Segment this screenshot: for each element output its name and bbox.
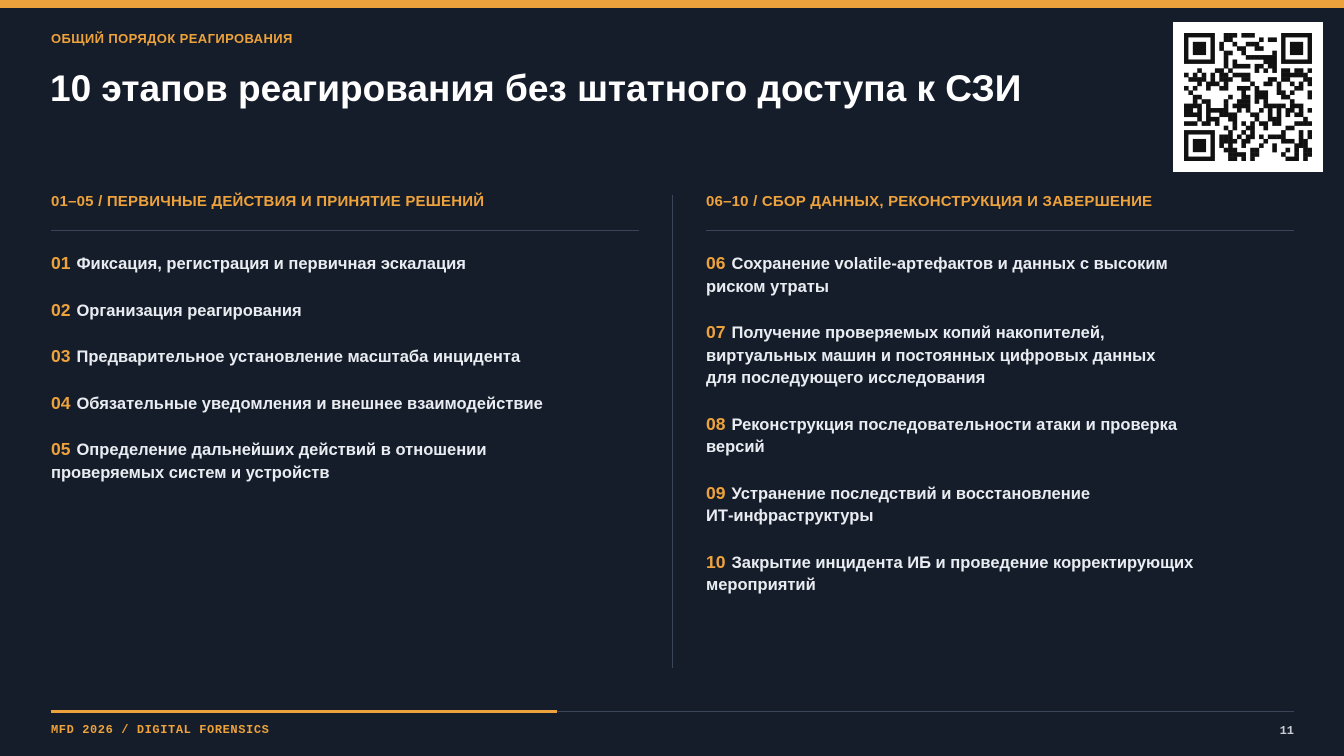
- step-text: Реконструкция последовательности атаки и проверка версий: [706, 415, 1178, 456]
- step-number: 08: [706, 413, 726, 434]
- footer-label: MFD 2026 / DIGITAL FORENSICS: [51, 723, 270, 737]
- step-item: [51, 299, 639, 323]
- step-item: [51, 438, 639, 484]
- left-column-heading: 01–05 / ПЕРВИЧНЫЕ ДЕЙСТВИЯ И ПРИНЯТИЕ РЕШЕНИЙ: [51, 193, 639, 231]
- step-item: [51, 345, 639, 369]
- column-divider: [672, 195, 673, 668]
- left-step-list: [51, 252, 639, 484]
- step-item: [51, 252, 639, 276]
- step-item: [706, 252, 1294, 298]
- qr-code-icon: [1173, 22, 1323, 172]
- step-number: 10: [706, 551, 726, 572]
- step-number: 01: [51, 253, 71, 273]
- right-step-list: [706, 252, 1294, 597]
- step-text: Закрытие инцидента ИБ и проведение корректирующих мероприятий: [706, 553, 1194, 594]
- step-number: 04: [51, 392, 71, 413]
- step-number: 02: [51, 299, 71, 320]
- left-column: [51, 193, 639, 507]
- step-text: Обязательные уведомления и внешнее взаимодействие: [76, 394, 543, 413]
- step-text: Сохранение volatile-артефактов и данных с высоким риском утраты: [706, 255, 1168, 296]
- step-number: 03: [51, 346, 71, 366]
- page-title: 10 этапов реагирования без штатного доступа к СЗИ: [50, 68, 1022, 109]
- footer-progress-bar: [51, 710, 557, 713]
- right-column: [706, 193, 1294, 620]
- step-number: 05: [51, 439, 71, 459]
- qr-code-graphic: [1184, 33, 1312, 161]
- step-text: Получение проверяемых копий накопителей, виртуальных машин и постоянных цифровых данных для последующего исследования: [706, 324, 1156, 387]
- step-text: Предварительное установление масштаба инцидента: [76, 348, 521, 366]
- step-item: [706, 321, 1294, 390]
- step-text: Устранение последствий и восстановление ИТ-инфраструктуры: [706, 484, 1091, 525]
- page-number: 11: [1279, 724, 1294, 738]
- step-text: Определение дальнейших действий в отношении проверяемых систем и устройств: [51, 441, 487, 482]
- step-item: [706, 551, 1294, 597]
- step-item: [51, 392, 639, 416]
- step-item: [706, 482, 1294, 528]
- step-number: 06: [706, 253, 726, 273]
- step-text: Организация реагирования: [76, 301, 302, 320]
- section-kicker: ОБЩИЙ ПОРЯДОК РЕАГИРОВАНИЯ: [51, 31, 293, 46]
- step-item: [706, 413, 1294, 459]
- step-number: 07: [706, 322, 726, 342]
- step-number: 09: [706, 482, 726, 503]
- right-column-heading: 06–10 / СБОР ДАННЫХ, РЕКОНСТРУКЦИЯ И ЗАВЕРШЕНИЕ: [706, 193, 1294, 231]
- step-text: Фиксация, регистрация и первичная эскалация: [76, 255, 466, 273]
- top-accent-bar: [0, 0, 1344, 8]
